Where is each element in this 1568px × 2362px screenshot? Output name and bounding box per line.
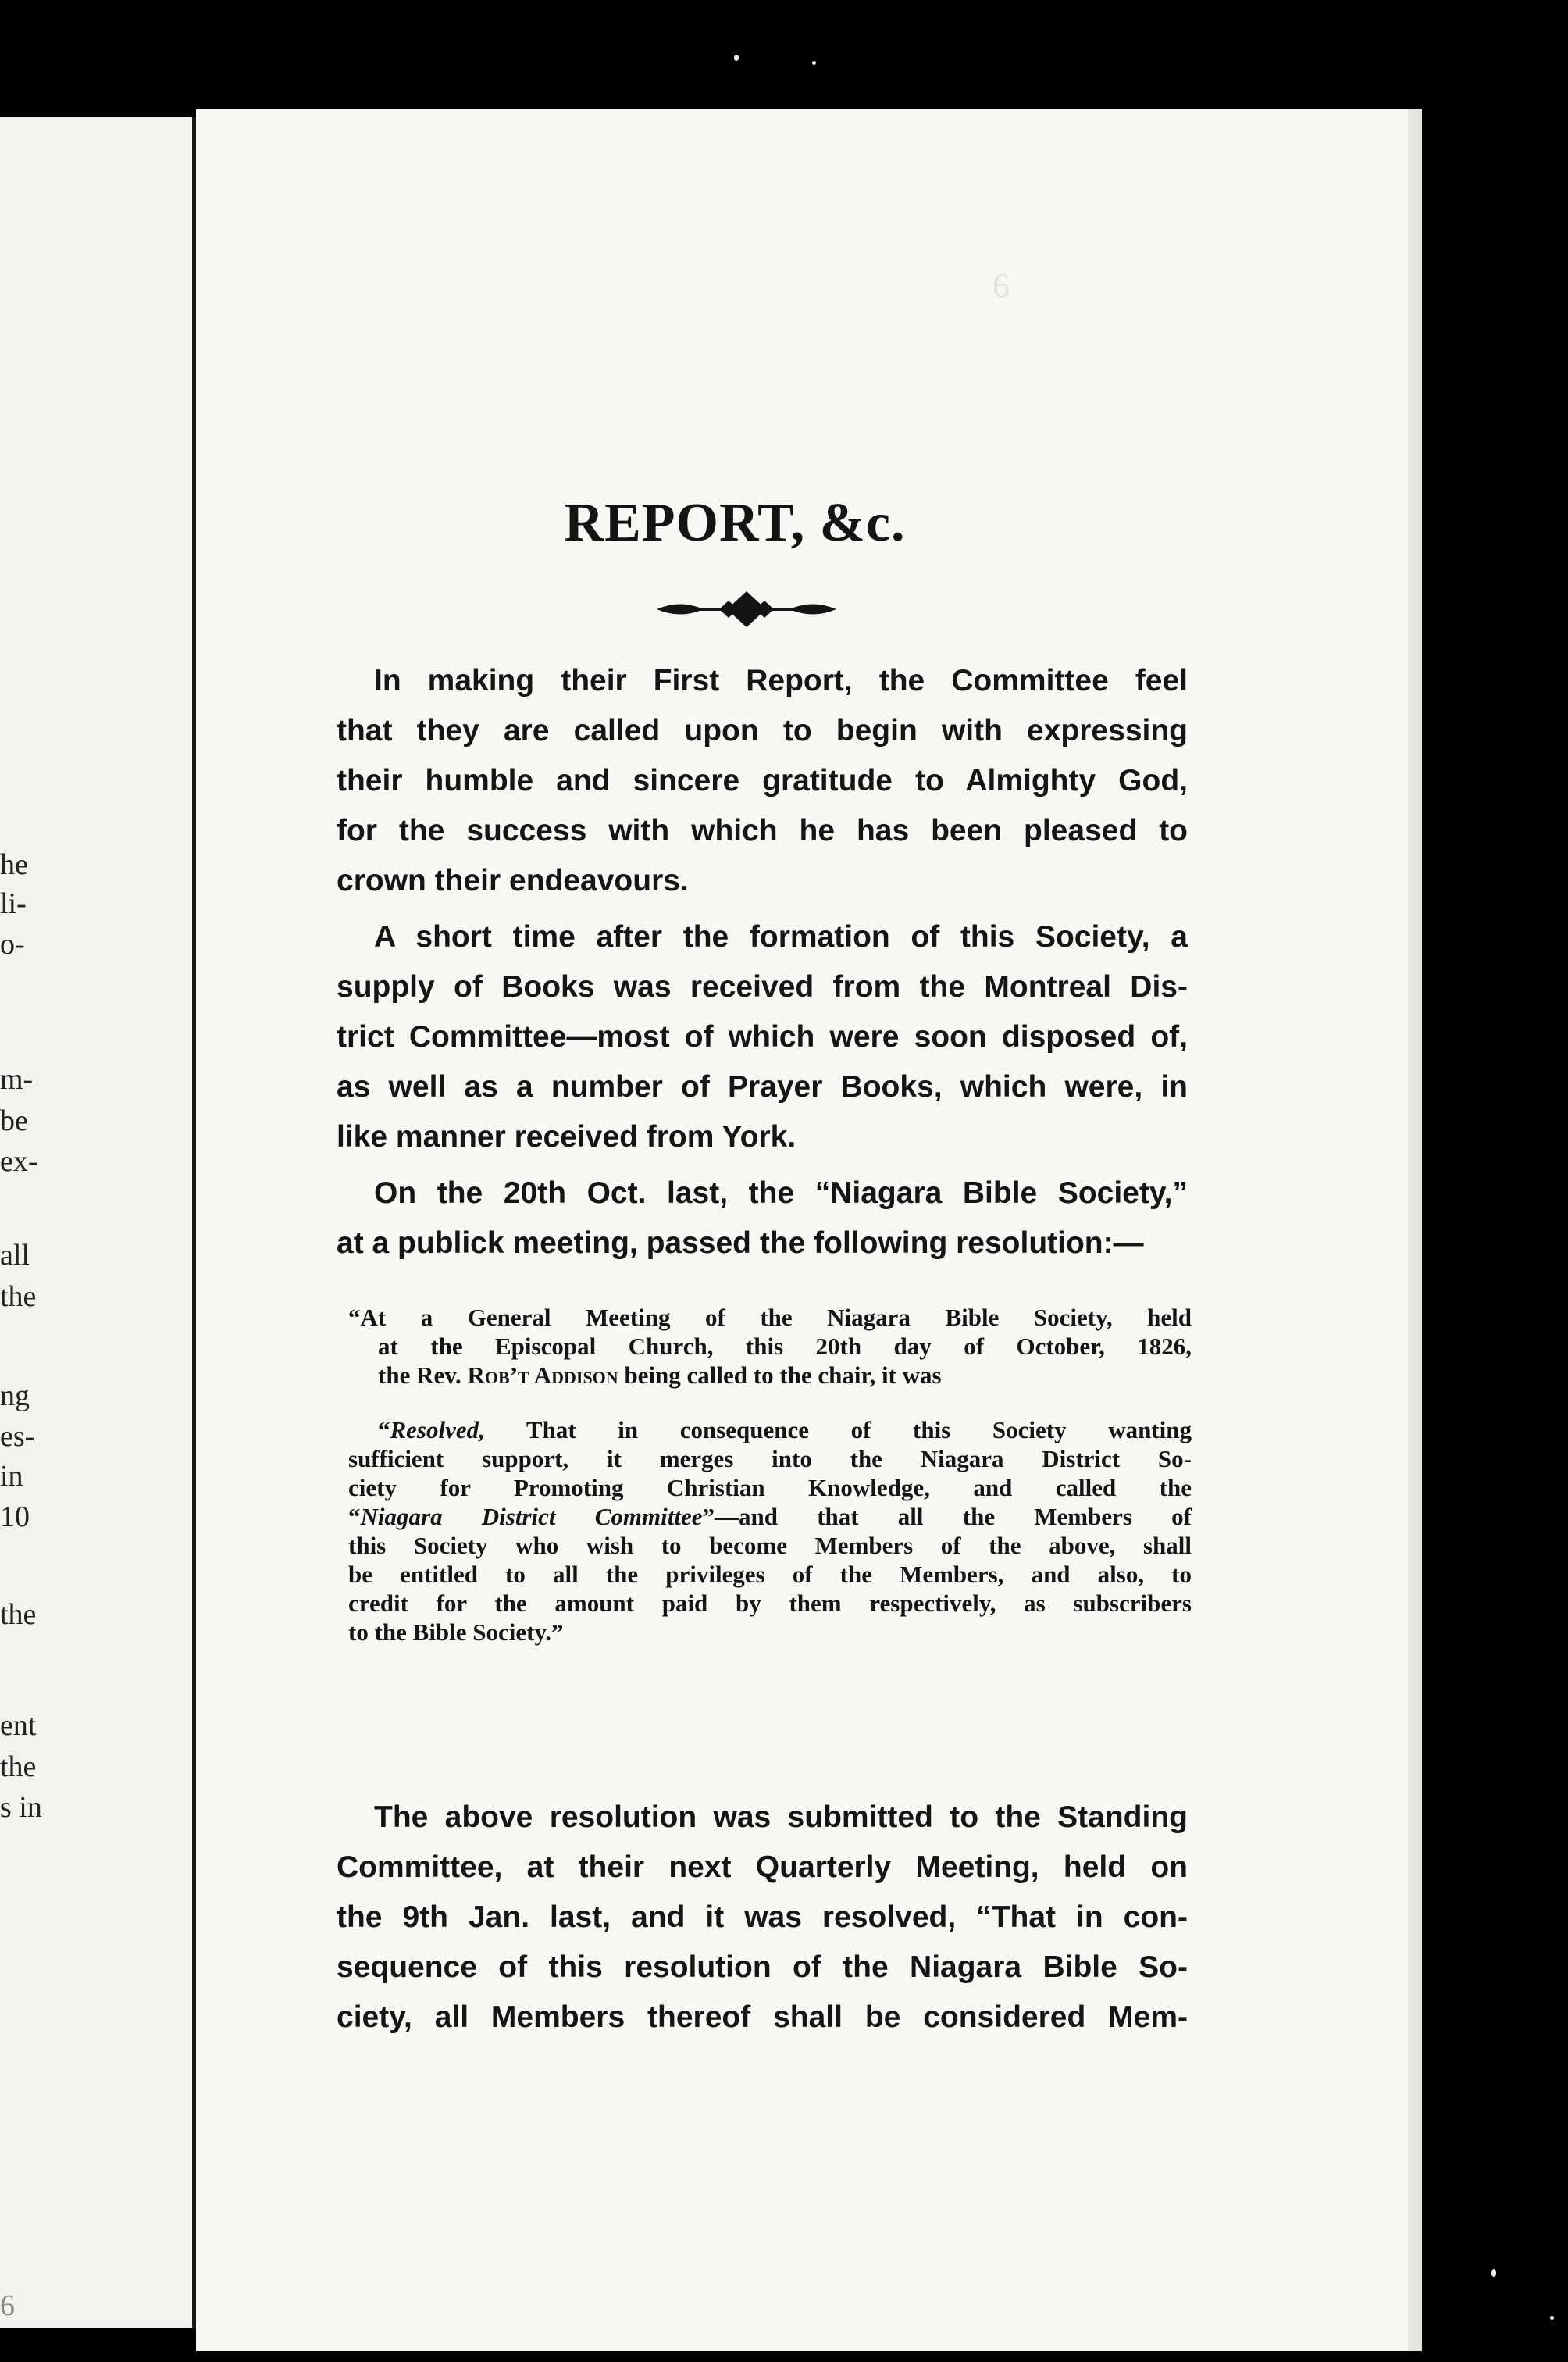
text-line: On the 20th Oct. last, the “Niagara Bible Society,”: [374, 1176, 1188, 1210]
facing-page-fragment: ng: [0, 1379, 30, 1412]
facing-page-fragment: all: [0, 1239, 30, 1272]
text-line: at a publick meeting, passed the following resolution:—: [337, 1226, 1144, 1260]
resolved-word: Resolved,: [390, 1416, 485, 1443]
text-line: supply of Books was received from the Montreal Dis-: [337, 970, 1188, 1004]
quote-line: at the Episcopal Church, this 20th day of October, 1826,: [378, 1333, 1192, 1360]
text-line: sequence of this resolution of the Niagara Bible So-: [337, 1950, 1188, 1984]
facing-page-fragment: the: [0, 1750, 37, 1783]
text-line: The above resolution was submitted to the Standing: [374, 1800, 1188, 1834]
scan-speck: [734, 55, 739, 61]
facing-page-fragment: he: [0, 848, 28, 881]
facing-page-fragment: the: [0, 1280, 37, 1313]
quoted-resolution-text: [348, 1415, 1192, 1647]
facing-page-fragment: m-: [0, 1063, 34, 1096]
text-line: trict Committee—most of which were soon disposed of,: [337, 1020, 1188, 1054]
scan-speck: [812, 61, 816, 65]
bleed-through-text: 6: [992, 266, 1010, 305]
facing-page-fragment: ent: [0, 1709, 37, 1742]
facing-page-fragment: li-: [0, 887, 27, 920]
quote-line: ciety for Promoting Christian Knowledge, and called the: [348, 1474, 1192, 1501]
paragraph-2: [337, 912, 1188, 1162]
facing-page-fragment: s in: [0, 1791, 42, 1824]
quote-line: sufficient support, it merges into the Niagara District So-: [348, 1445, 1192, 1472]
text-line: the 9th Jan. last, and it was resolved, “That in con-: [337, 1900, 1188, 1934]
facing-page: [0, 117, 195, 2328]
document-page: [196, 109, 1422, 2351]
text-line: In making their First Report, the Committee feel: [374, 664, 1188, 698]
scan-speck: [1491, 2269, 1496, 2277]
facing-page-fragment: the: [0, 1598, 37, 1631]
quote-line: “Resolved, That in consequence of this Society wanting: [378, 1416, 1192, 1443]
text-line: like manner received from York.: [337, 1120, 796, 1154]
text-line: ciety, all Members thereof shall be considered Mem-: [337, 2000, 1188, 2034]
text-line: as well as a number of Prayer Books, which were, in: [337, 1070, 1188, 1104]
facing-page-fragment: in: [0, 1460, 23, 1493]
paragraph-1: [337, 656, 1188, 906]
text-line: Committee, at their next Quarterly Meeting, held on: [337, 1850, 1188, 1884]
text-line: that they are called upon to begin with expressing: [337, 714, 1188, 747]
facing-page-fragment: be: [0, 1104, 28, 1137]
paragraph-4: [337, 1793, 1188, 2043]
committee-name: Niagara District Committee: [360, 1503, 703, 1530]
quote-line: to the Bible Society.”: [348, 1618, 564, 1646]
chairman-name: Rob’t Addison: [467, 1361, 618, 1389]
facing-page-fragment: ex-: [0, 1145, 38, 1178]
text-line: for the success with which he has been pleased to: [337, 814, 1188, 847]
quote-line: “At a General Meeting of the Niagara Bible Society, held: [348, 1304, 1192, 1331]
ornament-divider: [649, 582, 844, 637]
scan-speck: [1550, 2316, 1554, 2320]
facing-page-fragment: 6: [0, 2289, 15, 2322]
paragraph-3: [337, 1169, 1188, 1268]
quoted-resolution-meeting: [348, 1303, 1192, 1390]
text-line: their humble and sincere gratitude to Almighty God,: [337, 764, 1188, 797]
page-title: REPORT, &c.: [564, 493, 906, 553]
facing-page-fragment: 10: [0, 1500, 30, 1533]
quote-line: credit for the amount paid by them respectively, as subscribers: [348, 1590, 1192, 1617]
text-line: A short time after the formation of this Society, a: [374, 920, 1188, 954]
text-line: crown their endeavours.: [337, 864, 689, 897]
facing-page-fragment: o-: [0, 928, 25, 961]
quote-line: the Rev. Rob’t Addison being called to the chair, it was: [378, 1361, 942, 1389]
facing-page-fragment: es-: [0, 1420, 35, 1453]
quote-line: “Niagara District Committee”—and that all the Members of: [348, 1503, 1192, 1530]
quote-line: be entitled to all the privileges of the Members, and also, to: [348, 1561, 1192, 1588]
quote-line: this Society who wish to become Members of the above, shall: [348, 1532, 1192, 1559]
